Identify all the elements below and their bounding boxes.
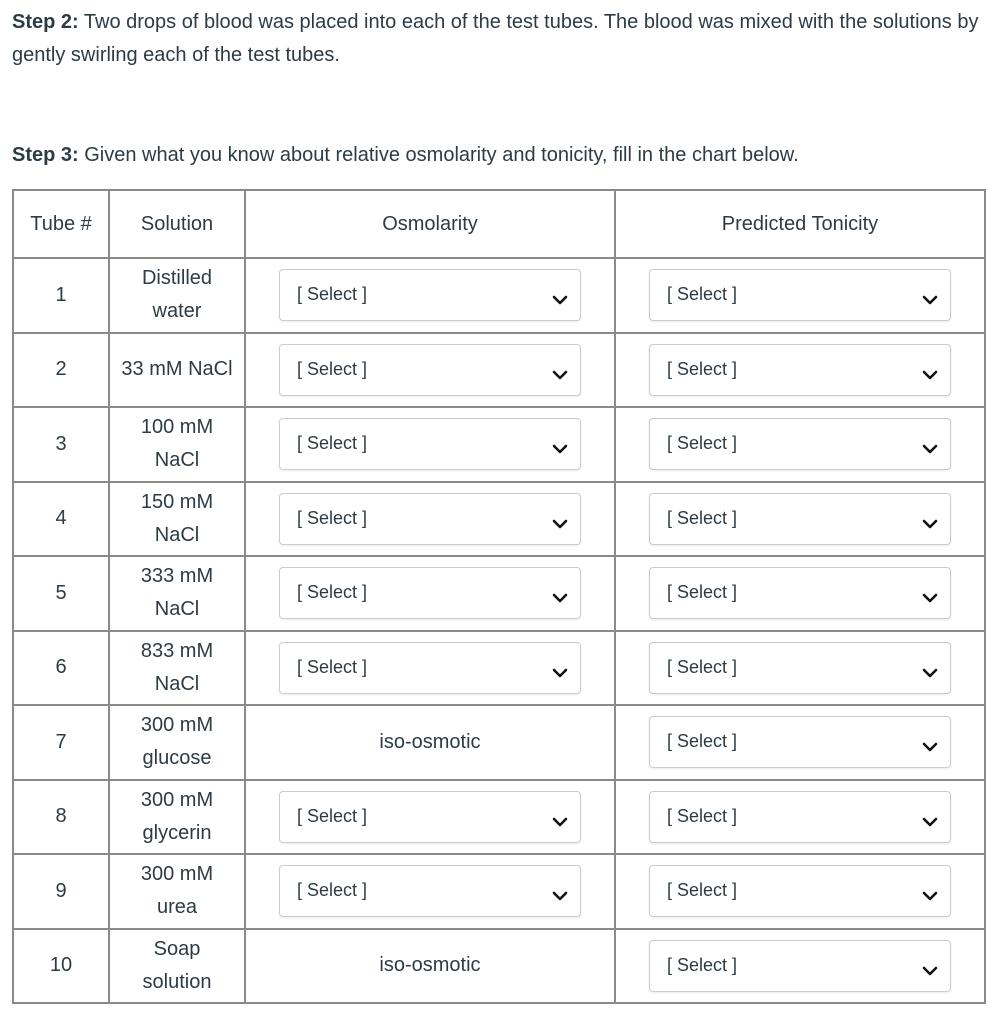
solution-text: glucose: [142, 747, 212, 770]
tonicity-cell: [615, 780, 985, 855]
tonicity-cell: [615, 407, 985, 482]
osmolarity-cell: [245, 631, 615, 706]
tonicity-select-tube-4[interactable]: [649, 493, 951, 545]
tonicity-select-tube-5[interactable]: [649, 567, 951, 619]
solution-cell: [109, 780, 245, 855]
step-2-paragraph: [12, 6, 982, 72]
osmolarity-cell: [245, 854, 615, 929]
step-2-text: Two drops of blood was placed into each of the test tubes. The blood was mixed with the solutions by gently swirling each of the test tubes.: [12, 11, 979, 66]
tonicity-select-value: [ Select ]: [667, 358, 738, 379]
step-3-label: Step 3:: [12, 144, 79, 166]
osmolarity-select-tube-4[interactable]: [279, 493, 581, 545]
tube-number: 2: [13, 333, 109, 408]
chevron-down-icon[interactable]: [552, 662, 568, 674]
osmolarity-select-tube-2[interactable]: [279, 344, 581, 396]
solution-cell: [109, 631, 245, 706]
table-row: [13, 258, 985, 333]
table-row: [13, 854, 985, 929]
solution-cell: [109, 333, 245, 408]
osmolarity-select-value: [ Select ]: [297, 433, 368, 454]
tube-number: 1: [13, 258, 109, 333]
tonicity-select-value: [ Select ]: [667, 954, 738, 975]
chevron-down-icon[interactable]: [922, 736, 938, 748]
osmolarity-select-value: [ Select ]: [297, 582, 368, 603]
table-row: [13, 929, 985, 1004]
chevron-down-icon[interactable]: [922, 960, 938, 972]
solution-text: 33 mM NaCl: [121, 358, 233, 381]
tonicity-select-value: [ Select ]: [667, 582, 738, 603]
tube-number: 3: [13, 407, 109, 482]
solution-text: 300 mM: [140, 863, 214, 886]
osmolarity-select-tube-1[interactable]: [279, 269, 581, 321]
chevron-down-icon[interactable]: [552, 364, 568, 376]
solution-text: 300 mM: [140, 788, 214, 811]
chevron-down-icon[interactable]: [922, 513, 938, 525]
osmolarity-cell: [245, 929, 615, 1004]
tonicity-select-tube-6[interactable]: [649, 642, 951, 694]
osmolarity-select-tube-8[interactable]: [279, 791, 581, 843]
osmolarity-select-tube-9[interactable]: [279, 865, 581, 917]
solution-text: 100 mM: [140, 416, 214, 439]
solution-text: 833 mM: [140, 639, 214, 662]
table-row: [13, 333, 985, 408]
osmolarity-cell: [245, 705, 615, 780]
table-row: [13, 482, 985, 557]
solution-text: 150 mM: [140, 490, 214, 513]
solution-text: NaCl: [154, 598, 200, 621]
solution-cell: [109, 854, 245, 929]
table-row: [13, 556, 985, 631]
solution-text: water: [152, 300, 202, 323]
osmolarity-cell: [245, 556, 615, 631]
solution-text: Distilled: [141, 267, 213, 290]
tonicity-select-tube-8[interactable]: [649, 791, 951, 843]
tonicity-select-value: [ Select ]: [667, 731, 738, 752]
tube-number: 10: [13, 929, 109, 1004]
osmolarity-static-value: iso-osmotic: [379, 730, 481, 753]
step-2-label: Step 2:: [12, 11, 79, 33]
tonicity-cell: [615, 556, 985, 631]
tonicity-cell: [615, 929, 985, 1004]
table-row: [13, 407, 985, 482]
osmolarity-select-tube-6[interactable]: [279, 642, 581, 694]
osmolarity-select-value: [ Select ]: [297, 358, 368, 379]
tube-number: 4: [13, 482, 109, 557]
osmolarity-cell: [245, 258, 615, 333]
tonicity-cell: [615, 258, 985, 333]
osmolarity-cell: [245, 780, 615, 855]
solution-text: solution: [142, 970, 212, 993]
tonicity-select-tube-3[interactable]: [649, 418, 951, 470]
tonicity-select-tube-2[interactable]: [649, 344, 951, 396]
tonicity-select-tube-10[interactable]: [649, 940, 951, 992]
solution-text: 300 mM: [140, 714, 214, 737]
tonicity-cell: [615, 705, 985, 780]
tonicity-select-value: [ Select ]: [667, 507, 738, 528]
chevron-down-icon[interactable]: [552, 587, 568, 599]
header-row: [13, 190, 985, 258]
solution-cell: [109, 258, 245, 333]
solution-cell: [109, 407, 245, 482]
solution-text: urea: [156, 896, 198, 919]
table-row: [13, 780, 985, 855]
osmolarity-select-value: [ Select ]: [297, 805, 368, 826]
tonicity-cell: [615, 482, 985, 557]
chevron-down-icon[interactable]: [922, 811, 938, 823]
osmolarity-cell: [245, 482, 615, 557]
tonicity-select-value: [ Select ]: [667, 656, 738, 677]
chevron-down-icon[interactable]: [922, 438, 938, 450]
tube-number: 8: [13, 780, 109, 855]
header-predicted-tonicity: Predicted Tonicity: [615, 190, 985, 258]
chevron-down-icon[interactable]: [922, 662, 938, 674]
osmolarity-select-value: [ Select ]: [297, 507, 368, 528]
tonicity-select-tube-9[interactable]: [649, 865, 951, 917]
solution-cell: [109, 556, 245, 631]
header-osmolarity: Osmolarity: [245, 190, 615, 258]
osmolarity-cell: [245, 407, 615, 482]
chevron-down-icon[interactable]: [922, 587, 938, 599]
tube-number: 5: [13, 556, 109, 631]
solution-text: Soap: [153, 937, 201, 960]
osmolarity-static-value: iso-osmotic: [379, 954, 481, 977]
chevron-down-icon[interactable]: [922, 289, 938, 301]
osmolarity-select-value: [ Select ]: [297, 656, 368, 677]
chevron-down-icon[interactable]: [552, 289, 568, 301]
osmolarity-select-tube-5[interactable]: [279, 567, 581, 619]
tonicity-select-value: [ Select ]: [667, 880, 738, 901]
tonicity-select-value: [ Select ]: [667, 433, 738, 454]
tube-number: 7: [13, 705, 109, 780]
solution-cell: [109, 929, 245, 1004]
step-3-text: Given what you know about relative osmolarity and tonicity, fill in the chart below.: [78, 144, 799, 166]
chevron-down-icon[interactable]: [922, 885, 938, 897]
header-tube: Tube #: [13, 190, 109, 258]
tonicity-cell: [615, 333, 985, 408]
solution-text: NaCl: [154, 672, 200, 695]
tonicity-select-tube-1[interactable]: [649, 269, 951, 321]
chevron-down-icon[interactable]: [552, 513, 568, 525]
solution-text: NaCl: [154, 449, 200, 472]
solution-cell: [109, 705, 245, 780]
solution-text: NaCl: [154, 523, 200, 546]
tube-number: 6: [13, 631, 109, 706]
chevron-down-icon[interactable]: [922, 364, 938, 376]
osmolarity-select-value: [ Select ]: [297, 284, 368, 305]
chevron-down-icon[interactable]: [552, 438, 568, 450]
solution-cell: [109, 482, 245, 557]
osmolarity-select-value: [ Select ]: [297, 880, 368, 901]
header-solution: Solution: [109, 190, 245, 258]
tonicity-chart: [12, 189, 986, 1004]
chevron-down-icon[interactable]: [552, 885, 568, 897]
tonicity-select-tube-7[interactable]: [649, 716, 951, 768]
tonicity-select-value: [ Select ]: [667, 805, 738, 826]
osmolarity-cell: [245, 333, 615, 408]
table-row: [13, 705, 985, 780]
tonicity-cell: [615, 854, 985, 929]
tonicity-cell: [615, 631, 985, 706]
table-row: [13, 631, 985, 706]
tube-number: 9: [13, 854, 109, 929]
osmolarity-select-tube-3[interactable]: [279, 418, 581, 470]
tonicity-select-value: [ Select ]: [667, 284, 738, 305]
solution-text: glycerin: [142, 821, 212, 844]
step-3-paragraph: [12, 139, 982, 172]
chevron-down-icon[interactable]: [552, 811, 568, 823]
solution-text: 333 mM: [140, 565, 214, 588]
